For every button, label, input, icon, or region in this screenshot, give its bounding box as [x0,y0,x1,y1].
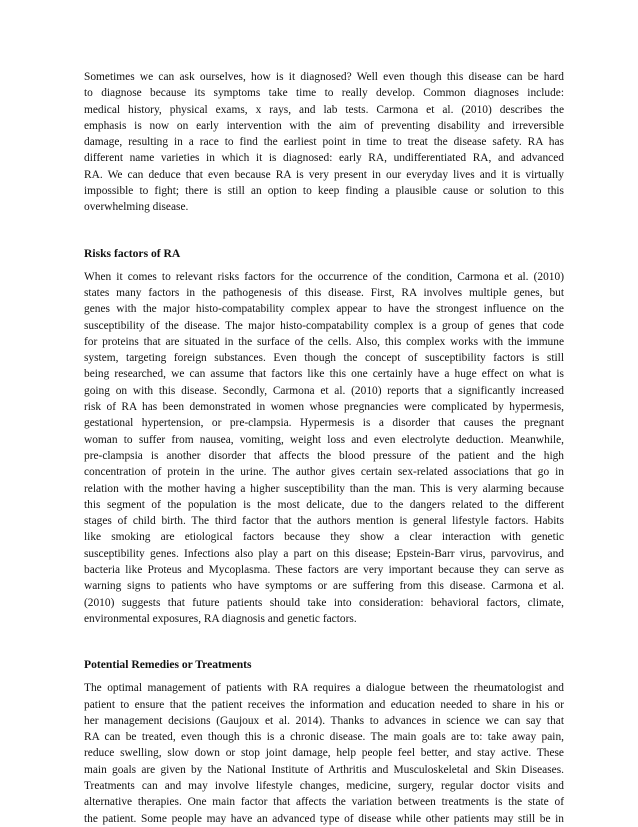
text-line: damage, resulting in a race to find the earliest point in time to treat the disease safety. RA has [84,136,564,149]
text-line: overwhelming disease. [84,201,189,214]
text-line: RA. We can deduce that even because RA is very present in our everyday lives and it is virtually [84,168,564,181]
text-line: system, targeting foreign substances. Even though the concept of susceptibility factors is still [84,352,564,365]
text-line: alternative therapies. One main factor that affects the variation between treatments is the state of [84,796,564,809]
text-line: pre-clampsia is another disorder that affects the blood pressure of the patient and the high [84,449,564,462]
text-line: genes with the major histo-compatability complex appear to have the strongest influence on the [84,303,564,316]
text-line: reduce swelling, slow down or stop joint damage, help people feel better, and stay active. These [84,747,564,760]
text-line: susceptibility of the disease. The major histo-compatability complex is a group of genes that code [84,319,564,332]
text-line: this segment of the population is the most delicate, due to the dangers related to the different [84,498,564,511]
text-line: environmental exposures, RA diagnosis and genetic factors. [84,612,357,625]
text-line: woman to suffer from nausea, vomiting, weight loss and even electrolyte deduction. Meanwhile, [84,433,564,446]
text-line: her management decisions (Gaujoux et al. 2014). Thanks to advances in science we can say that [84,714,564,727]
text-line: (2010) suggests that future patients should take into consideration: behavioral factors, climate, [84,596,564,609]
text-line: different name varieties in which it is diagnosed: early RA, undifferentiated RA, and advanced [84,152,564,165]
text-line: main goals are given by the National Institute of Arthritis and Musculoskeletal and Skin Diseases. [84,763,564,776]
document-page [84,69,564,827]
text-line: concentration of protein in the urine. The author gives certain sex-related associations that go in [84,466,564,479]
text-line: bacteria like Proteus and Mycoplasma. These factors are very important because they can serve as [84,564,564,577]
text-line: going on with this disease. Secondly, Carmona et al. (2010) reports that a significantly increased [84,384,564,397]
text-line: being researched, we can assume that factors like this one certainly have a huge effect on what is [84,368,564,381]
text-line: gestational hypertension, or pre-clampsia. Hypermesis is a disorder that causes the pregnant [84,417,564,430]
text-line: RA can be treated, even though this is a chronic disease. The main goals are to: take away pain, [84,731,564,744]
text-line: medical history, physical exams, x rays, and lab tests. Carmona et al. (2010) describes the [84,103,564,116]
text-line: stages of child birth. The third factor that the authors mention is general lifestyle factors. Habits [84,515,564,528]
paragraph-remedies [84,680,564,827]
text-line: to diagnose because its symptoms take time to really develop. Common diagnoses include: [84,87,564,100]
text-line: Treatments can and may involve lifestyle changes, medicine, surgery, regular doctor visits and [84,779,564,792]
text-line: emphasis is now on early intervention with the aim of preventing disability and irreversible [84,119,564,132]
text-line: impossible to fight; there is still an option to keep finding a plausible cause or solution to this [84,185,564,198]
section-heading-remedies: Potential Remedies or Treatments [84,658,252,672]
text-line: When it comes to relevant risks factors for the occurrence of the condition, Carmona et al. (2010) [84,270,564,283]
paragraph-risks [84,269,564,628]
text-line: Sometimes we can ask ourselves, how is it diagnosed? Well even though this disease can be hard [84,71,564,83]
text-line: patient to ensure that the patient receives the information and education needed to share in his or [84,698,564,711]
text-line: states many factors in the pathogenesis of this disease. First, RA involves multiple genes, but [84,286,564,299]
text-line: relation with the mother having a higher susceptibility than the man. This is very alarming because [84,482,564,495]
text-line: like smoking are etiological factors because they show a clear interaction with genetic [84,531,564,544]
section-heading-risks: Risks factors of RA [84,246,181,260]
text-line: the patient. Some people may have an advanced type of disease while other patients may still be in [84,812,564,825]
text-line: The optimal management of patients with RA requires a dialogue between the rheumatologist and [84,682,564,695]
paragraph-diagnosis [84,69,564,216]
text-line: susceptibility genes. Infections also play a part on this disease; Epstein-Barr virus, parvovirus, and [84,547,564,560]
text-line: warning signs to patients who have symptoms or are suffering from this disease. Carmona et al. [84,580,564,593]
text-line: risk of RA has been demonstrated in women whose pregnancies were complicated by hypermesis, [84,401,564,414]
text-line: for proteins that are situated in the surface of the cells. Also, this complex works with the immune [84,335,564,348]
